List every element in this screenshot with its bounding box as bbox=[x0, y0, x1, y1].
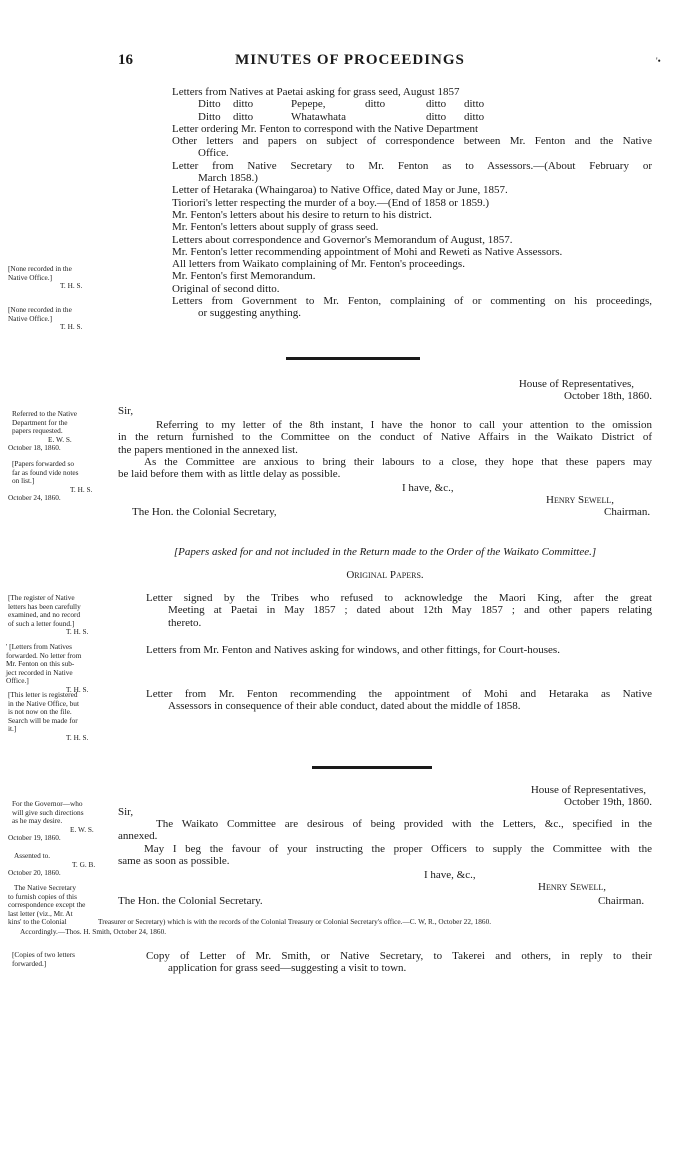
list-item: Letter ordering Mr. Fenton to correspond with the Native Department bbox=[172, 122, 479, 135]
list-item: Other letters and papers on subject of correspondence between Mr. Fenton and the Native bbox=[172, 135, 652, 148]
list-item: All letters from Waikato complaining of Mr. Fenton's proceedings. bbox=[172, 258, 465, 271]
margin-note: [The register of Native letters has been carefully examined, and no record of such a letter found.] T. H. S. bbox=[8, 593, 89, 637]
page-number: 16 bbox=[118, 52, 133, 68]
corner-mark: '• bbox=[656, 56, 661, 66]
list-item: Letters about correspondence and Governor's Memorandum of August, 1857. bbox=[172, 233, 513, 246]
page-title: MINUTES OF PROCEEDINGS bbox=[235, 52, 465, 68]
margin-note: For the Governor—who will give such directions as he may desire. E. W. S. October 19, 1860. bbox=[8, 799, 94, 843]
list-item: Mr. Fenton's first Memorandum. bbox=[172, 270, 316, 283]
letters-list bbox=[172, 86, 652, 320]
divider bbox=[286, 357, 420, 360]
letter-address: House of Representatives, October 19th, 1860. bbox=[530, 784, 652, 809]
list-item: Mr. Fenton's letters about his desire to return to his district. bbox=[172, 208, 432, 221]
margin-note: [This letter is registered in the Native Office, but is not now on the file. Search will be made for it.] T. H. S. bbox=[8, 690, 89, 742]
letter-role: Chairman. bbox=[604, 506, 651, 518]
list-item: Tioriori's letter respecting the murder of a boy.—(End of 1858 or 1859.) bbox=[172, 196, 490, 209]
ditto-row: Ditto ditto Whatawhata ditto ditto bbox=[198, 110, 485, 123]
list-item: Letters from Government to Mr. Fenton, complaining of or commenting on his proceedings, bbox=[172, 295, 652, 308]
list-item: Letter from Native Secretary to Mr. Fenton as to Assessors.—(About February or bbox=[172, 159, 652, 172]
list-item: Original of second ditto. bbox=[172, 282, 280, 295]
letter-role: Chairman. bbox=[598, 895, 645, 907]
papers-heading: [Papers asked for and not included in the Return made to the Order of the Waikato Committee.] bbox=[173, 546, 597, 558]
margin-note-tail: Accordingly.—Thos. H. Smith, October 24, 1860. bbox=[20, 927, 167, 936]
paper-item: Letter signed by the Tribes who refused to acknowledge the Maori King, after the great Meeting at Paetai in May 1857 ; dated about 12th May 1857 ; and other papers relating thereto. bbox=[146, 592, 652, 629]
margin-note: Assented to. T. G. B. October 20, 1860. bbox=[8, 851, 96, 878]
letter-salutation: Sir, bbox=[118, 806, 134, 818]
margin-note: The Native Secretary to furnish copies of this correspondence except the last letter (viz., Mr. At kins' to the Colonial bbox=[8, 883, 86, 927]
letter-signature: Henry Sewell, bbox=[546, 494, 614, 506]
list-item: Letter of Hetaraka (Whaingaroa) to Native Office, dated May or June, 1857. bbox=[172, 184, 508, 197]
letter-closing: I have, &c., bbox=[402, 482, 454, 494]
letter-salutation: Sir, bbox=[118, 405, 134, 417]
divider bbox=[312, 766, 432, 769]
margin-note: [Papers forwarded so far as found vide notes on list.] T. H. S. October 24, 1860. bbox=[8, 459, 93, 503]
letter-closing: I have, &c., bbox=[424, 869, 476, 881]
list-item-cont: March 1858.) bbox=[198, 172, 258, 185]
margin-note: [None recorded in the Native Office.] T. H. S. bbox=[8, 264, 83, 291]
paper-item: Copy of Letter of Mr. Smith, or Native Secretary, to Takerei and others, in reply to their application for grass seed—suggesting a visit to town. bbox=[146, 950, 652, 975]
margin-note: ' [Letters from Natives forwarded. No letter from Mr. Fenton on this sub- ject recorded in Native Office.] T. H. S. bbox=[6, 642, 89, 694]
list-item: Mr. Fenton's letters about supply of grass seed. bbox=[172, 221, 379, 234]
list-item-cont: or suggesting anything. bbox=[198, 307, 301, 320]
margin-note-tail: Treasurer or Secretary) which is with the records of the Colonial Treasury or Colonial Secretary's office.—C. W, R., October 22, 1860. bbox=[98, 917, 492, 927]
margin-note: Referred to the Native Department for the papers requested. E. W. S. October 18, 1860. bbox=[8, 409, 78, 453]
margin-note: [None recorded in the Native Office.] T. H. S. bbox=[8, 305, 83, 332]
letter-signature: Henry Sewell, bbox=[538, 881, 606, 893]
ditto-row: Ditto ditto Pepepe, ditto ditto ditto bbox=[198, 98, 485, 111]
paper-item: Letter from Mr. Fenton recommending the appointment of Mohi and Hetaraka as Native Assessors in consequence of their able conduct, dated about the middle of 1858. bbox=[146, 688, 652, 713]
letter-body: Referring to my letter of the 8th instant, I have the honor to call your attention to the omission in the return furnished to the Committee on the conduct of Native Affairs in the Waikato District of the papers mentioned in the annexed list. As the Committee are anxious to bring their labours to a close, they hope that these papers may be laid before them with as little delay as possible. bbox=[118, 419, 652, 481]
paper-item: Letters from Mr. Fenton and Natives asking for windows, and other fittings, for Court-houses. bbox=[146, 644, 560, 656]
margin-note: [Copies of two letters forwarded.] bbox=[12, 950, 76, 968]
list-item: Letters from Natives at Paetai asking for grass seed, August 1857 bbox=[172, 86, 460, 98]
list-item: Mr. Fenton's letter recommending appointment of Mohi and Reweti as Native Assessors. bbox=[172, 245, 563, 258]
papers-subheading: Original Papers. bbox=[346, 569, 424, 581]
list-item-cont: Office. bbox=[198, 147, 229, 160]
letter-address: House of Representatives, October 18th, 1860. bbox=[518, 378, 652, 403]
letter-addressee: The Hon. the Colonial Secretary. bbox=[118, 895, 263, 907]
letter-addressee: The Hon. the Colonial Secretary, bbox=[132, 506, 277, 518]
letter-body: The Waikato Committee are desirous of being provided with the Letters, &c., specified in the annexed. May I beg the favour of your instructing the proper Officers to supply the Committee with the same as soon as possible. bbox=[118, 818, 652, 867]
